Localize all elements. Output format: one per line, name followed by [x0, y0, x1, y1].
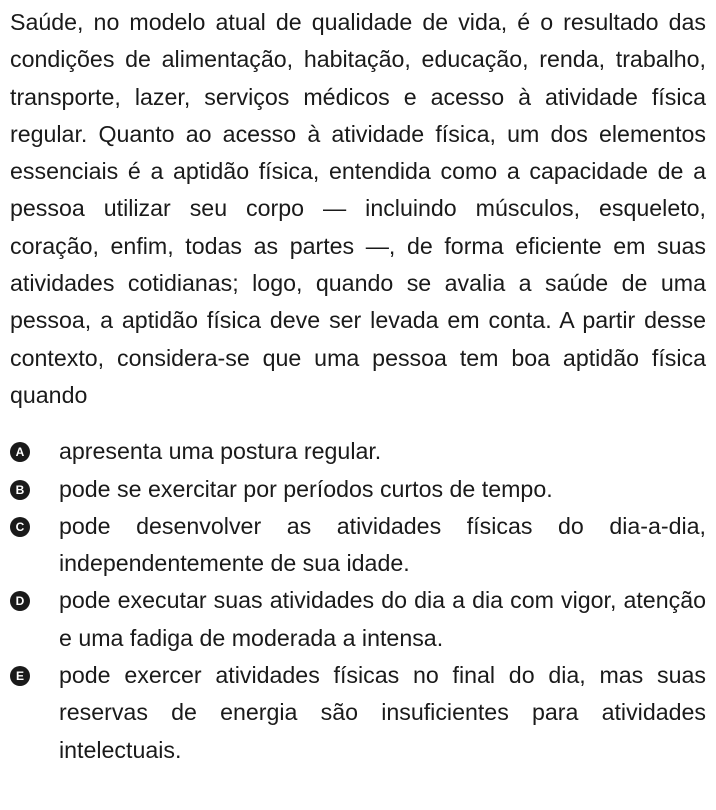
question-stem: Saúde, no modelo atual de qualidade de vida, é o resultado das condições de alimentação, habitação, educação, renda, trabalho, transporte, lazer, serviços médicos e acesso à atividade física regular. Quanto ao acesso à atividade física, um dos elementos essenciais é a aptidão física, entendida como a capacidade de a pessoa utilizar seu corpo — incluindo músculos, esqueleto, coração, enfim, todas as partes —, de forma eficiente em suas atividades cotidianas; logo, quando se avalia a saúde de uma pessoa, a aptidão física deve ser levada em conta. A partir desse contexto, considera-se que uma pessoa tem boa aptidão física quando: [10, 9, 706, 408]
option-letter-badge: B: [10, 480, 30, 500]
option-text: pode executar suas atividades do dia a dia com vigor, atenção e uma fadiga de moderada a intensa.: [59, 587, 706, 651]
option-a[interactable]: [10, 433, 706, 470]
option-text: apresenta uma postura regular.: [59, 438, 382, 465]
option-text: pode desenvolver as atividades físicas do dia-a-dia, independentemente de sua idade.: [59, 512, 706, 577]
option-d[interactable]: [10, 582, 706, 657]
answer-options: [10, 433, 706, 769]
question-block: [10, 4, 706, 769]
option-text: pode se exercitar por períodos curtos de tempo.: [59, 475, 553, 502]
option-letter-badge: C: [10, 517, 30, 537]
option-letter-badge: A: [10, 442, 30, 462]
option-text: pode exercer atividades físicas no final do dia, mas suas reservas de energia são insuficientes para atividades intelectuais.: [59, 662, 706, 763]
option-letter-badge: E: [10, 666, 30, 686]
option-letter-badge: D: [10, 591, 30, 611]
option-b[interactable]: [10, 471, 706, 508]
option-e[interactable]: [10, 657, 706, 769]
option-c[interactable]: [10, 508, 706, 583]
